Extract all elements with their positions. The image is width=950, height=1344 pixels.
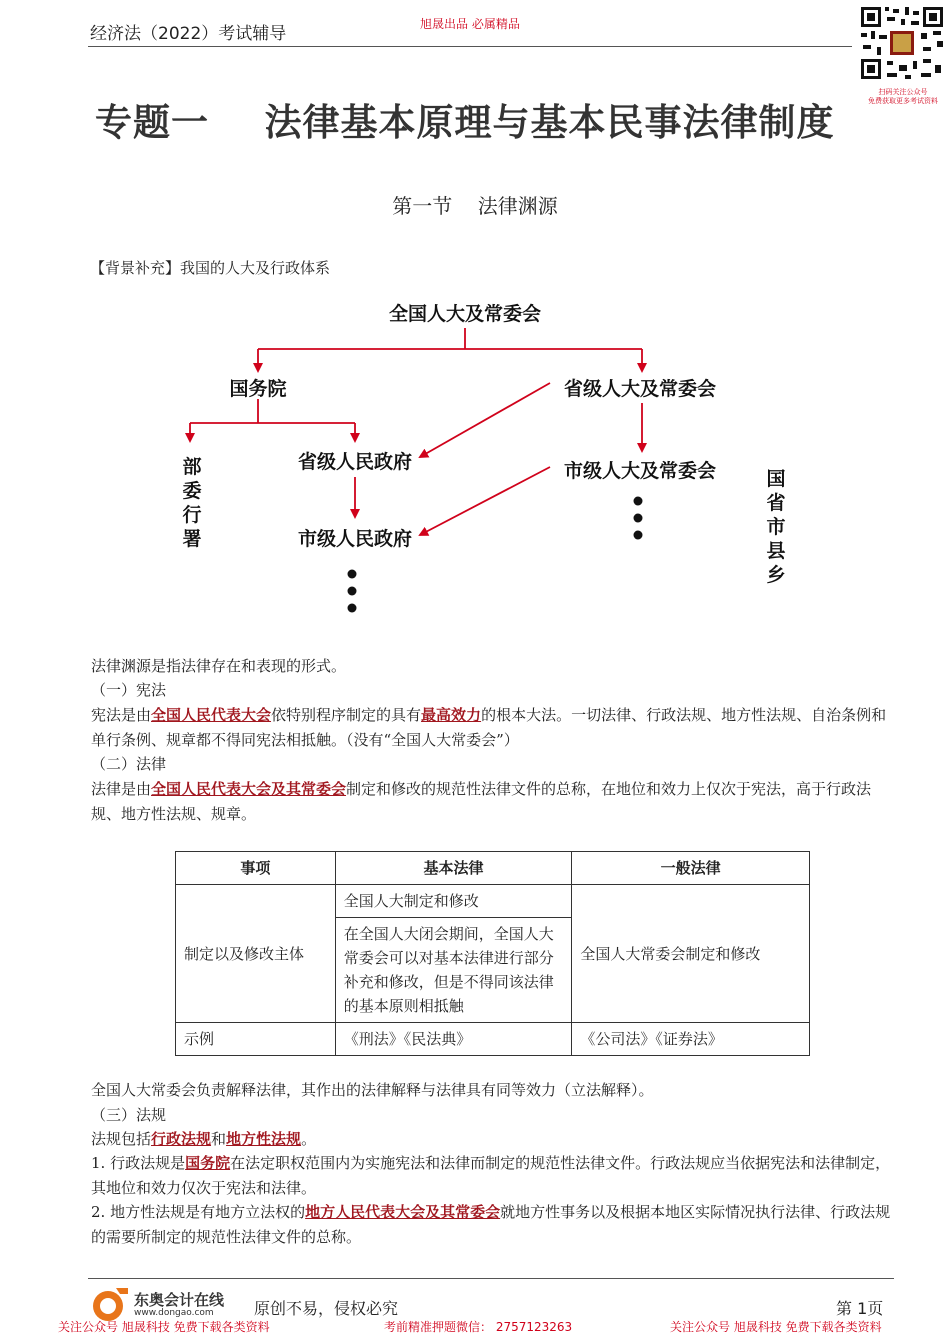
qr-code-icon (857, 3, 947, 83)
background-note: 【背景补充】我国的人大及行政体系 (90, 259, 331, 277)
footer-divider (88, 1278, 894, 1279)
highlight-local-regulations: 地方性法规 (226, 1130, 302, 1148)
footer-promo-right: 关注公众号 旭晟科技 免费下载各类资料 (670, 1320, 882, 1334)
footer-promo-center: 考前精准押题微信： 2757123263 (384, 1320, 573, 1334)
law-paragraph: 法律是由全国人民代表大会及其常委会制定和修改的规范性法律文件的总称，在地位和效力上仅次于宪法，高于行政法规、地方性法规、规章。 (91, 780, 872, 823)
node-ministries-char: 委 (182, 480, 202, 502)
table-header: 事项 (176, 852, 336, 885)
interpretation-paragraph: 全国人大常委会负责解释法律，其作出的法律解释与法律具有同等效力（立法解释）。 (91, 1081, 654, 1099)
heading-constitution: （一）宪法 (91, 681, 167, 699)
highlight-supreme: 最高效力 (421, 706, 482, 724)
local-regulations-paragraph: 2. 地方性法规是有地方立法权的地方人民代表大会及其常委会就地方性事务以及根据本地区实际情况执行法律、行政法规的需要所制定的规范性法律文件的总称。 (91, 1203, 891, 1246)
page-number: 第 1页 (836, 1299, 884, 1318)
highlight-npc-committee: 全国人民代表大会及其常委会 (151, 780, 347, 798)
chapter-title: 专题一 法律基本原理与基本民事法律制度 (95, 100, 835, 144)
admin-regulations-paragraph: 1. 行政法规是国务院在法定职权范围内为实施宪法和法律而制定的规范性法律文件。行政法规应当依据宪法和法律制定，其地位和效力仅次于宪法和法律。 (91, 1154, 891, 1197)
node-provincial-congress: 省级人大及常委会 (563, 378, 717, 400)
table-cell: 制定以及修改主体 (176, 885, 336, 1023)
highlight-local-congress: 地方人民代表大会及其常委会 (305, 1203, 501, 1221)
section-title: 第一节 法律渊源 (392, 194, 558, 218)
table-cell: 《公司法》《证券法》 (572, 1023, 810, 1056)
table-cell: 全国人大制定和修改 (335, 885, 572, 918)
footer-promo-left: 关注公众号 旭晟科技 免费下载各类资料 (58, 1320, 270, 1334)
level-char: 省 (766, 492, 786, 514)
level-char: 国 (766, 468, 786, 490)
table-header: 一般法律 (572, 852, 810, 885)
node-ministries-char: 署 (182, 528, 202, 550)
ellipsis-dots (348, 497, 643, 613)
node-city-gov: 市级人民政府 (297, 528, 413, 550)
footer-slogan: 原创不易，侵权必究 (254, 1299, 399, 1318)
table-header: 基本法律 (335, 852, 572, 885)
highlight-state-council: 国务院 (185, 1154, 231, 1172)
node-ministries-char: 行 (182, 504, 202, 526)
regulations-paragraph: 法规包括行政法规和地方性法规。 (91, 1130, 317, 1148)
table-cell: 全国人大常委会制定和修改 (572, 885, 810, 1023)
table-cell: 示例 (176, 1023, 336, 1056)
header-divider (88, 46, 852, 47)
brand-tagline: 旭晟出品 必属精品 (420, 17, 520, 31)
table-cell: 在全国人大闭会期间，全国人大常委会可以对基本法律进行部分补充和修改，但是不得同该法律的基本原则相抵触 (335, 918, 572, 1023)
highlight-npc: 全国人民代表大会 (151, 706, 272, 724)
constitution-paragraph: 宪法是由全国人民代表大会依特别程序制定的具有最高效力的根本大法。一切法律、行政法规、地方性法规、自治条例和单行条例、规章都不得同宪法相抵触。（没有“全国人大常委会”） (91, 706, 887, 749)
table-header-row (176, 852, 810, 885)
level-char: 乡 (766, 564, 786, 586)
logo-url: www.dongao.com (134, 1308, 214, 1318)
highlight-admin-regulations: 行政法规 (151, 1130, 212, 1148)
document-header-title: 经济法（2022）考试辅导 (90, 24, 287, 44)
node-state-council: 国务院 (229, 378, 287, 400)
node-provincial-gov: 省级人民政府 (297, 451, 413, 473)
level-char: 县 (766, 540, 786, 562)
table-row (176, 885, 810, 918)
table-row (176, 1023, 810, 1056)
node-city-congress: 市级人大及常委会 (563, 460, 717, 482)
qr-caption: 扫码关注公众号 免费获取更多考试资料 (868, 88, 938, 105)
node-npc: 全国人大及常委会 (388, 303, 542, 325)
table-cell: 《刑法》《民法典》 (335, 1023, 572, 1056)
heading-law: （二）法律 (91, 755, 167, 773)
level-char: 市 (766, 516, 786, 538)
node-ministries-char: 部 (182, 456, 202, 478)
logo-name: 东奥会计在线 (134, 1291, 225, 1309)
law-comparison-table (175, 851, 810, 1056)
definition-paragraph: 法律渊源是指法律存在和表现的形式。 (91, 657, 347, 675)
heading-regulations: （三）法规 (91, 1106, 167, 1124)
government-hierarchy-diagram (150, 295, 810, 625)
